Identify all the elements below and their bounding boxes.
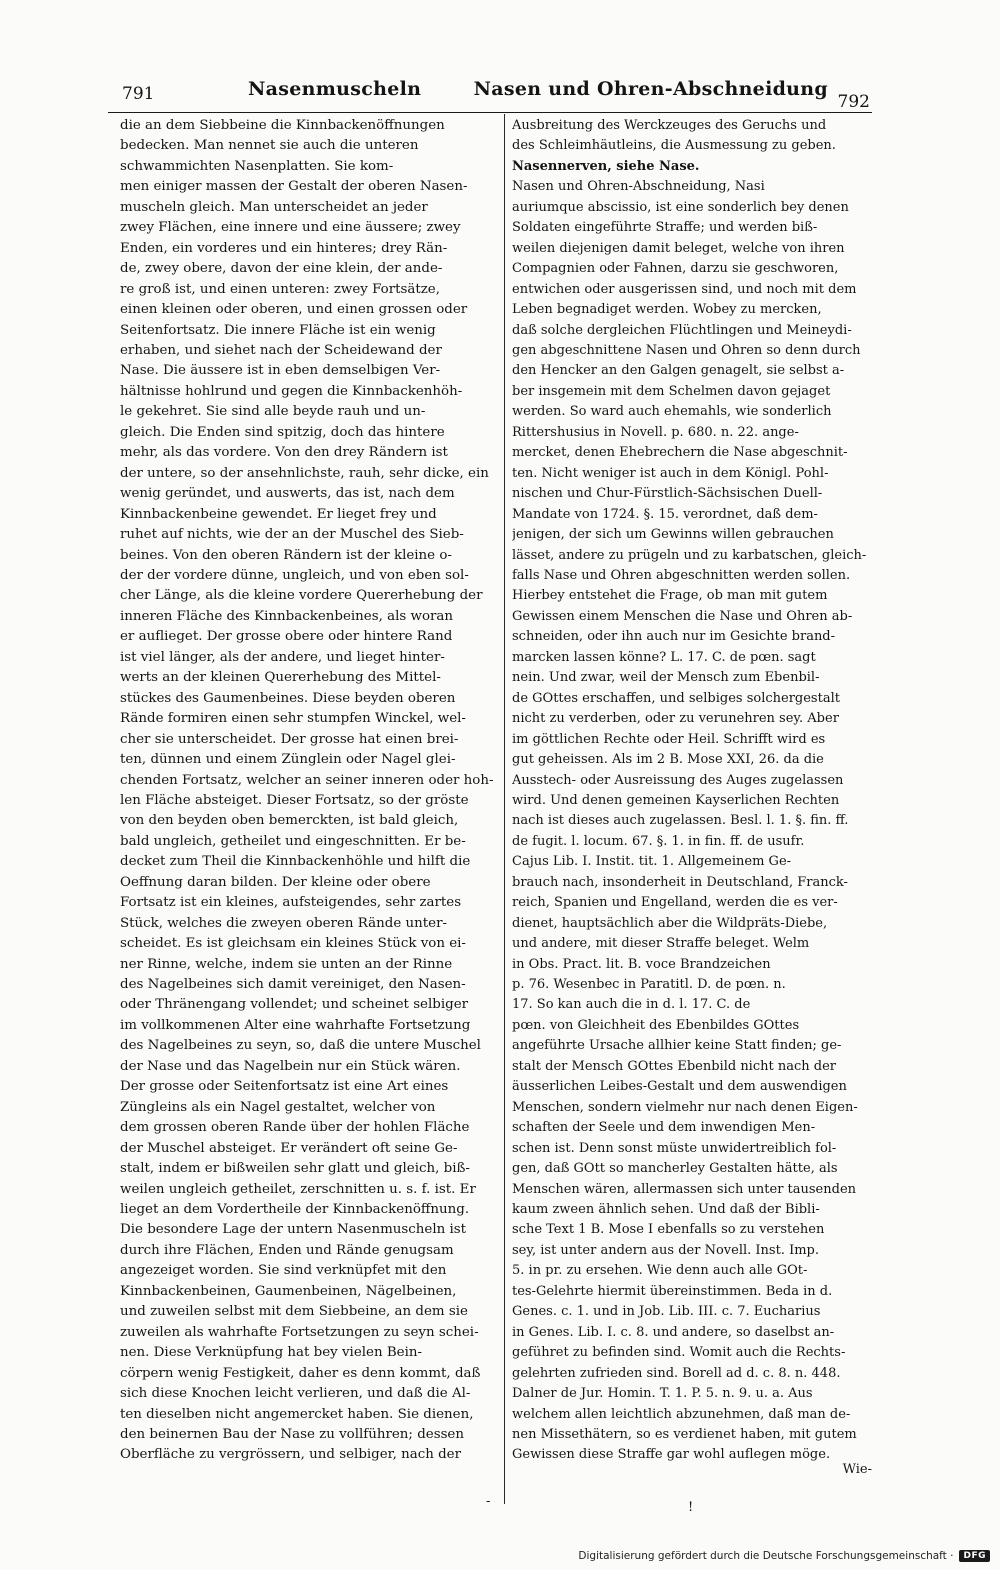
text-line: inneren Fläche des Kinnbackenbeines, als woran xyxy=(120,608,454,624)
text-line: Hierbey entstehet die Frage, ob man mit gutem xyxy=(512,588,828,604)
text-line: Kinnbackenbeine gewendet. Er lieget frey und xyxy=(120,506,437,522)
text-line: welchem allen leichtlich abzunehmen, daß man de- xyxy=(512,1406,851,1422)
text-line: ten, dünnen und einem Zünglein oder Nagel glei- xyxy=(120,752,456,768)
text-line: nach ist dieses auch zugelassen. Besl. l. 1. §. fin. ff. xyxy=(512,813,849,829)
text-line: marcken lassen könne? L. 17. C. de pœn. sagt xyxy=(512,649,816,665)
text-line: ber insgemein mit dem Schelmen davon gejaget xyxy=(512,383,831,399)
text-line: Seitenfortsatz. Die innere Fläche ist ein wenig xyxy=(120,322,436,338)
text-line: gleich. Die Enden sind spitzig, doch das hintere xyxy=(120,424,445,440)
text-line: hältnisse hohlrund und gegen die Kinnbackenhöh- xyxy=(120,383,463,399)
text-line: von den beyden oben bemerckten, ist bald gleich, xyxy=(120,813,459,829)
text-line: sich diese Knochen leicht verlieren, und daß die Al- xyxy=(120,1386,471,1402)
text-line: den beinernen Bau der Nase zu vollführen; dessen xyxy=(120,1427,464,1442)
footer-text: Digitalisierung gefördert durch die Deutsche Forschungsgemeinschaft · xyxy=(578,1550,954,1562)
text-line: der untere, so der ansehnlichste, rauh, sehr dicke, ein xyxy=(120,465,489,481)
text-line: einen kleinen oder oberen, und einen grossen oder xyxy=(120,302,468,318)
text-line: angezeiget worden. Sie sind verknüpfet mit den xyxy=(120,1263,447,1279)
text-line: bedecken. Man nennet sie auch die unteren xyxy=(120,138,419,154)
text-line: daß solche dergleichen Flüchtlingen und Meineydi- xyxy=(512,322,852,338)
left-text-column xyxy=(120,116,498,1466)
text-line: die an dem Siebbeine die Kinnbackenöffnungen xyxy=(120,118,445,133)
text-line: im vollkommenen Alter eine wahrhafte Fortsetzung xyxy=(120,1017,471,1033)
text-line: Kinnbackenbeinen, Gaumenbeinen, Nägelbeinen, xyxy=(120,1283,457,1299)
text-line: Züngleins als ein Nagel gestaltet, welcher von xyxy=(120,1099,436,1115)
text-line: de fugit. l. locum. 67. §. 1. in fin. ff. de usufr. xyxy=(512,833,805,849)
text-line: p. 76. Wesenbec in Paratitl. D. de pœn. n. xyxy=(512,977,786,993)
text-line: reich, Spanien und Engelland, werden die es ver- xyxy=(512,895,838,911)
text-line: Ausbreitung des Werckzeuges des Geruchs und xyxy=(512,118,827,133)
text-line: angeführte Ursache allhier keine Statt finden; ge- xyxy=(512,1038,842,1054)
text-line: im göttlichen Rechte oder Heil. Schrifft wird es xyxy=(512,731,826,747)
text-line: Gewissen einem Menschen die Nase und Ohren ab- xyxy=(512,608,853,624)
text-line: dienet, hauptsächlich aber die Wildpräts-Diebe, xyxy=(512,915,828,931)
text-line: werden. So ward auch ehemahls, wie sonderlich xyxy=(512,404,832,420)
dfg-logo: DFG xyxy=(959,1550,990,1562)
text-line: Compagnien oder Fahnen, darzu sie geschworen, xyxy=(512,261,839,277)
text-line: sche Text 1 B. Mose I ebenfalls so zu verstehen xyxy=(512,1222,825,1238)
text-line: falls Nase und Ohren abgeschnitten werden sollen. xyxy=(512,567,851,583)
text-line: in Obs. Pract. lit. B. voce Brandzeichen xyxy=(512,956,771,972)
text-line: stalt der Mensch GOttes Ebenbild nicht nach der xyxy=(512,1058,836,1074)
text-line: der der vordere dünne, ungleich, und von eben sol- xyxy=(120,567,469,583)
text-line: lässet, andere zu prügeln und zu karbatschen, gleich- xyxy=(512,547,867,563)
text-line: wenig geründet, und auswerts, das ist, nach dem xyxy=(120,486,455,502)
text-line: stückes des Gaumenbeines. Diese beyden oberen xyxy=(120,690,456,706)
text-line: chenden Fortsatz, welcher an seiner inneren oder hoh- xyxy=(120,772,494,788)
text-line: Oberfläche zu vergrössern, und selbiger, nach der xyxy=(120,1447,461,1463)
text-line: Nase. Die äussere ist in eben demselbigen Ver- xyxy=(120,363,441,379)
text-line: pœn. von Gleichheit des Ebenbildes GOttes xyxy=(512,1017,800,1033)
text-line: zuweilen als wahrhafte Fortsetzungen zu seyn schei- xyxy=(120,1324,479,1340)
text-line: ner Rinne, welche, indem sie unten an der Rinne xyxy=(120,956,453,972)
text-line: des Nagelbeines zu seyn, so, daß die untere Muschel xyxy=(120,1038,481,1054)
text-line: nen. Diese Verknüpfung hat bey vielen Bein- xyxy=(120,1345,423,1361)
text-line: des Schleimhäutleins, die Ausmessung zu geben. xyxy=(512,138,836,154)
text-line: durch ihre Flächen, Enden und Rände genugsam xyxy=(120,1242,454,1258)
running-header xyxy=(108,72,872,113)
text-line: oder Thränengang vollendet; und scheinet selbiger xyxy=(120,997,469,1013)
text-line: er auflieget. Der grosse obere oder hintere Rand xyxy=(120,629,453,645)
text-line: de, zwey obere, davon der eine klein, der ande- xyxy=(120,261,443,277)
text-line: Leben begnadiget werden. Wobey zu mercken, xyxy=(512,302,822,318)
text-line: zwey Flächen, eine innere und eine äussere; zwey xyxy=(120,220,461,236)
text-line: Ausstech- oder Ausreissung des Auges zugelassen xyxy=(512,772,844,788)
text-line: Gewissen diese Straffe gar wohl auflegen möge. xyxy=(512,1447,831,1463)
text-line: Cajus Lib. I. Instit. tit. 1. Allgemeinem Ge- xyxy=(512,854,792,870)
left-page-number: 791 xyxy=(122,84,155,104)
right-running-title: Nasen und Ohren-Abschneidung xyxy=(473,78,828,100)
text-line: ist viel länger, als der andere, und lieget hinter- xyxy=(120,649,445,665)
text-line: muscheln gleich. Man unterscheidet an jeder xyxy=(120,199,428,215)
text-line: mehr, als das vordere. Von den drey Rändern ist xyxy=(120,445,448,461)
text-line: der Muschel absteiget. Er verändert oft seine Ge- xyxy=(120,1140,458,1156)
text-line: in Genes. Lib. I. c. 8. und andere, so daselbst an- xyxy=(512,1324,835,1340)
text-line: erhaben, und siehet nach der Scheidewand der xyxy=(120,342,442,358)
text-line: der Nase und das Nagelbein nur ein Stück wären. xyxy=(120,1058,461,1074)
text-line: Die besondere Lage der untern Nasenmuscheln ist xyxy=(120,1222,467,1238)
digitization-footer xyxy=(578,1550,990,1562)
text-line: Mandate von 1724. §. 15. verordnet, daß dem- xyxy=(512,506,818,522)
text-line: bald ungleich, getheilet und eingeschnitten. Er be- xyxy=(120,833,466,849)
text-line: 5. in pr. zu ersehen. Wie denn auch alle GOt- xyxy=(512,1263,808,1279)
text-line: Soldaten eingeführte Straffe; und werden biß- xyxy=(512,220,818,236)
text-line: scheidet. Es ist gleichsam ein kleines Stück von ei- xyxy=(120,936,466,952)
text-line: und zuweilen selbst mit dem Siebbeine, an dem sie xyxy=(120,1304,468,1320)
text-line: nicht zu verderben, oder zu verunehren sey. Aber xyxy=(512,711,839,727)
text-line: weilen ungleich getheilet, zerschnitten u. s. f. ist. Er xyxy=(120,1181,476,1197)
text-line: weilen diejenigen damit beleget, welche von ihren xyxy=(512,240,845,256)
text-line: le gekehret. Sie sind alle beyde rauh und un- xyxy=(120,404,426,420)
text-line: schen ist. Denn sonst müste unwidertreiblich fol- xyxy=(512,1140,837,1156)
text-line: Fortsatz ist ein kleines, aufsteigendes, sehr zartes xyxy=(120,895,462,911)
text-line: wird. Und denen gemeinen Kayserlichen Rechten xyxy=(512,792,840,808)
text-line: geführet zu befinden sind. Womit auch die Rechts- xyxy=(512,1345,846,1361)
left-running-title: Nasenmuscheln xyxy=(248,78,422,100)
text-line: und andere, mit dieser Straffe beleget. Welm xyxy=(512,936,810,952)
text-line: Nasen und Ohren-Abschneidung, Nasi xyxy=(512,179,765,195)
text-line: äusserlichen Leibes-Gestalt und dem auswendigen xyxy=(512,1079,847,1095)
text-line: nein. Und zwar, weil der Mensch zum Ebenbil- xyxy=(512,670,820,686)
text-line: gut geheissen. Als im 2 B. Mose XXI, 26. da die xyxy=(512,752,824,768)
bottom-mark-left: - xyxy=(486,1494,491,1509)
text-line: des Nagelbeines sich damit vereiniget, den Nasen- xyxy=(120,977,466,993)
text-line: re groß ist, und einen unteren: zwey Fortsätze, xyxy=(120,281,440,297)
text-line: decket zum Theil die Kinnbackenhöhle und hilft die xyxy=(120,854,471,870)
text-line: ten dieselben nicht angemercket haben. Sie dienen, xyxy=(120,1406,474,1422)
text-line: werts an der kleinen Quererhebung des Mittel- xyxy=(120,670,441,686)
text-line: gelehrten zufrieden sind. Borell ad d. c. 8. n. 448. xyxy=(512,1365,841,1381)
text-line: Stück, welches die zweyen oberen Rände unter- xyxy=(120,915,447,931)
text-line: mercket, denen Ehebrechern die Nase abgeschnit- xyxy=(512,445,848,461)
text-line: cher sie unterscheidet. Der grosse hat einen brei- xyxy=(120,731,459,747)
text-line: 17. So kan auch die in d. l. 17. C. de xyxy=(512,997,751,1013)
text-line: dem grossen oberen Rande über der hohlen Fläche xyxy=(120,1120,470,1136)
text-line: jenigen, der sich um Gewinns willen gebrauchen xyxy=(512,527,834,543)
text-line: Menschen, sondern vielmehr nur nach denen Eigen- xyxy=(512,1099,858,1115)
text-line: gen abgeschnittene Nasen und Ohren so denn durch xyxy=(512,342,861,358)
text-line: auriumque abscissio, ist eine sonderlich bey denen xyxy=(512,199,849,215)
text-line: cörpern wenig Festigkeit, daher es denn kommt, daß xyxy=(120,1365,481,1381)
text-line: tes-Gelehrte hiermit übereinstimmen. Beda in d. xyxy=(512,1283,833,1299)
right-page-number: 792 xyxy=(837,92,870,112)
bottom-mark-center: ! xyxy=(688,1500,694,1515)
text-line: cher Länge, als die kleine vordere Quererhebung der xyxy=(120,588,483,604)
column-divider xyxy=(504,114,505,1504)
text-line: Rände formiren einen sehr stumpfen Winckel, wel- xyxy=(120,711,466,727)
text-line: nen Missethätern, so es verdienet haben, mit gutem xyxy=(512,1427,857,1442)
text-line: lieget an dem Vordertheile der Kinnbackenöffnung. xyxy=(120,1202,470,1218)
text-line: Menschen wären, allermassen sich unter tausenden xyxy=(512,1181,857,1197)
text-line: gen, daß GOtt so mancherley Gestalten hätte, als xyxy=(512,1161,838,1177)
text-line: Genes. c. 1. und in Job. Lib. III. c. 7. Eucharius xyxy=(512,1304,821,1320)
text-line: de GOttes erschaffen, und selbiges solchergestalt xyxy=(512,690,840,706)
text-line: Dalner de Jur. Homin. T. 1. P. 5. n. 9. u. a. Aus xyxy=(512,1386,813,1402)
right-text-column xyxy=(512,116,872,1466)
text-line: nischen und Chur-Fürstlich-Sächsischen Duell- xyxy=(512,486,823,502)
text-line: ten. Nicht weniger ist auch in dem Königl. Pohl- xyxy=(512,465,829,481)
text-line: schwammichten Nasenplatten. Sie kom- xyxy=(120,158,394,174)
text-line: beines. Von den oberen Rändern ist der kleine o- xyxy=(120,547,452,563)
text-line: Oeffnung daran bilden. Der kleine oder obere xyxy=(120,874,431,890)
text-line: Rittershusius in Novell. p. 680. n. 22. ange- xyxy=(512,424,799,440)
text-line: Nasennerven, siehe Nase. xyxy=(512,158,700,174)
text-line: schaften der Seele und dem inwendigen Men- xyxy=(512,1120,816,1136)
text-line: stalt, indem er bißweilen sehr glatt und gleich, biß- xyxy=(120,1161,470,1177)
text-line: kaum zween ähnlich sehen. Und daß der Bibli- xyxy=(512,1202,820,1218)
text-line: sey, ist unter andern aus der Novell. Inst. Imp. xyxy=(512,1242,819,1258)
catchword: Wie- xyxy=(842,1462,872,1477)
text-line: schneiden, oder ihn auch nur im Gesichte brand- xyxy=(512,629,836,645)
text-line: brauch nach, insonderheit in Deutschland, Franck- xyxy=(512,874,848,890)
text-line: len Fläche absteiget. Dieser Fortsatz, so der gröste xyxy=(120,792,469,808)
text-line: Enden, ein vorderes und ein hinteres; drey Rän- xyxy=(120,240,448,256)
text-line: men einiger massen der Gestalt der oberen Nasen- xyxy=(120,179,468,195)
text-line: ruhet auf nichts, wie der an der Muschel des Sieb- xyxy=(120,527,464,543)
text-line: entwichen oder ausgerissen sind, und noch mit dem xyxy=(512,281,857,297)
text-line: den Hencker an den Galgen genagelt, sie selbst a- xyxy=(512,363,845,379)
text-line: Der grosse oder Seitenfortsatz ist eine Art eines xyxy=(120,1079,449,1095)
